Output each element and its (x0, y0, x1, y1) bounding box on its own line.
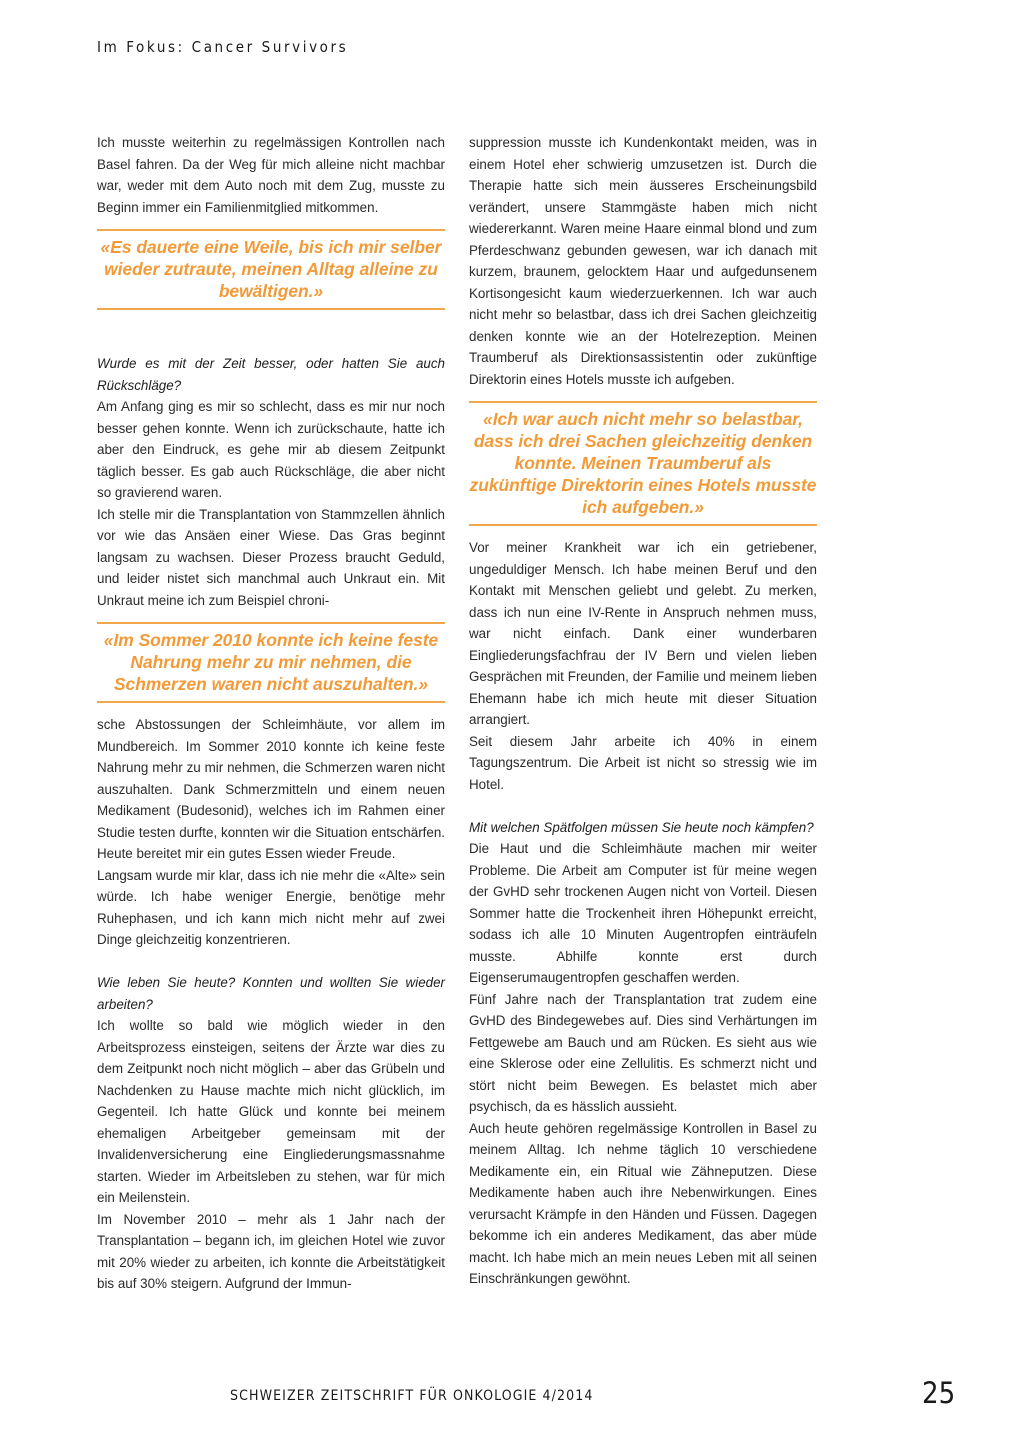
body-paragraph: Fünf Jahre nach der Transplantation trat zudem eine GvHD des Bindegewebes auf. Dies sind Verhärtungen im Fettgewebe am Bauch und am Rücken. Es sieht aus wie eine Sklerose oder eine Zellulitis. Es schmerzt nicht und stört nicht beim Bewegen. Es belastet mich aber psychisch, da es hässlich aussieht. (469, 991, 817, 1114)
interview-question: Wurde es mit der Zeit besser, oder hatten Sie auch Rückschläge? (97, 356, 445, 393)
right-column (469, 132, 817, 1290)
body-paragraph: Am Anfang ging es mir so schlecht, dass es mir nur noch besser gehen konnte. Wenn ich zurückschaute, hatte ich aber den Eindruck, es gehe mir ab diesem Zeitpunkt täglich besser. Es gab auch Rückschläge, die aber nicht so gravierend waren. (97, 399, 445, 500)
body-paragraph: Auch heute gehören regelmässige Kontrollen in Basel zu meinem Alltag. Ich nehme täglich 10 verschiedene Medikamente ein, ein Ritual wie Zähneputzen. Diese Medikamente haben auch ihre Nebenwirkungen. Eines verursacht Krämpfe in den Händen und Füssen. Dagegen bekomme ich ein anderes Medikament, das aber müde macht. Ich habe mich an mein neues Leben mit all seinen Einschränkungen gewöhnt. (469, 1120, 817, 1286)
journal-footer: SCHWEIZER ZEITSCHRIFT FÜR ONKOLOGIE 4/2014 (230, 1388, 594, 1404)
body-paragraph: Ich wollte so bald wie möglich wieder in den Arbeitsprozess einsteigen, seitens der Ärzte war dies zu dem Zeitpunkt noch nicht möglich – aber das Grübeln und Nachdenken zu Hause machte mich nicht glücklich, im Gegenteil. Ich hatte Glück und konnte bei meinem ehemaligen Arbeitgeber gemeinsam mit der Invalidenversicherung eine Eingliederungsmassnahme starten. Wieder im Arbeitsleben zu stehen, war für mich ein Meilenstein. (97, 1018, 445, 1205)
page-number: 25 (922, 1376, 956, 1410)
pull-quote: «Ich war auch nicht mehr so belastbar, dass ich drei Sachen gleichzeitig denken konnte. Meinen Traumberuf als zukünftige Direktorin eines Hotels musste ich aufgeben.» (469, 401, 817, 526)
body-paragraph: Im November 2010 – mehr als 1 Jahr nach der Transplantation – begann ich, im gleichen Hotel wie zuvor mit 20% wieder zu arbeiten, ich konnte die Arbeitstätigkeit bis auf 30% steigern. Aufgrund der Immun- (97, 1211, 445, 1291)
body-paragraph: Ich stelle mir die Transplantation von Stammzellen ähnlich vor wie das Ansäen einer Wiese. Das Gras beginnt langsam zu wachsen. Dieser Prozess braucht Geduld, und leider nistet sich manchmal auch Unkraut ein. Mit Unkraut meine ich zum Beispiel chroni- (97, 506, 445, 608)
body-paragraph: Ich musste weiterhin zu regelmässigen Kontrollen nach Basel fahren. Da der Weg für mich alleine nicht machbar war, weder mit dem Auto noch mit dem Zug, musste zu Beginn immer ein Familienmitglied mitkommen. (97, 135, 445, 215)
interview-question: Wie leben Sie heute? Konnten und wollten Sie wieder arbeiten? (97, 975, 445, 1012)
body-paragraph: suppression musste ich Kundenkontakt meiden, was in einem Hotel eher schwierig umzusetzen ist. Durch die Therapie hatte sich mein äusseres Erscheinungsbild verändert, unsere Stammgäste haben mich nicht wiedererkannt. Waren meine Haare einmal blond und zum Pferdeschwanz gebunden gewesen, war ich danach mit kurzem, braunem, gelocktem Haar und aufgedunsenem Kortisongesicht kaum wiederzuerkennen. Ich war auch nicht mehr so belastbar, dass ich drei Sachen gleichzeitig denken konnte wie an der Hotelrezeption. Meinen Traumberuf als Direktionsassistentin oder zukünftige Direktorin eines Hotels musste ich aufgeben. (469, 135, 817, 387)
pull-quote: «Es dauerte eine Weile, bis ich mir selber wieder zutraute, meinen Alltag alleine zu bewältigen.» (97, 229, 445, 310)
body-paragraph: sche Abstossungen der Schleimhäute, vor allem im Mundbereich. Im Sommer 2010 konnte ich keine feste Nahrung mehr zu mir nehmen, die Schmerzen waren nicht auszuhalten. Dank Schmerzmitteln und einem neuen Medikament (Budesonid), welches ich im Rahmen einer Studie testen durfte, konnten wir die Situation entschärfen. Heute bereitet mir ein gutes Essen wieder Freude. (97, 717, 445, 861)
interview-question: Mit welchen Spätfolgen müssen Sie heute noch kämpfen? (469, 819, 814, 835)
body-paragraph: Die Haut und die Schleimhäute machen mir weiter Probleme. Die Arbeit am Computer ist für meine wegen der GvHD sehr trockenen Augen nicht von Vorteil. Diesen Sommer hatte die Trockenheit ihren Höhepunkt erreicht, sodass ich alle 10 Minuten Augentropfen einträufeln musste. Abhilfe konnte erst durch Eigenserumaugentropfen geschaffen werden. (469, 841, 817, 985)
left-column (97, 132, 445, 1295)
pull-quote: «Im Sommer 2010 konnte ich keine feste Nahrung mehr zu mir nehmen, die Schmerzen waren nicht auszuhalten.» (97, 622, 445, 703)
running-header: Im Fokus: Cancer Survivors (97, 38, 349, 56)
body-paragraph: Vor meiner Krankheit war ich ein getriebener, ungeduldiger Mensch. Ich habe meinen Beruf und den Kontakt mit Menschen geliebt und gelebt. Zu merken, dass ich nun eine IV-Rente in Anspruch nehmen muss, war nicht einfach. Dank einer wunderbaren Eingliederungsfachfrau der IV Bern und vielen lieben Gesprächen mit Freunden, der Familie und meinem lieben Ehemann habe ich mich heute mit dieser Situation arrangiert. (469, 540, 817, 727)
body-paragraph: Seit diesem Jahr arbeite ich 40% in einem Tagungszentrum. Die Arbeit ist nicht so stressig wie im Hotel. (469, 733, 817, 792)
body-paragraph: Langsam wurde mir klar, dass ich nie mehr die «Alte» sein würde. Ich habe weniger Energie, benötige mehr Ruhephasen, und ich kann mich nicht mehr auf zwei Dinge gleichzeitig konzentrieren. (97, 867, 445, 947)
